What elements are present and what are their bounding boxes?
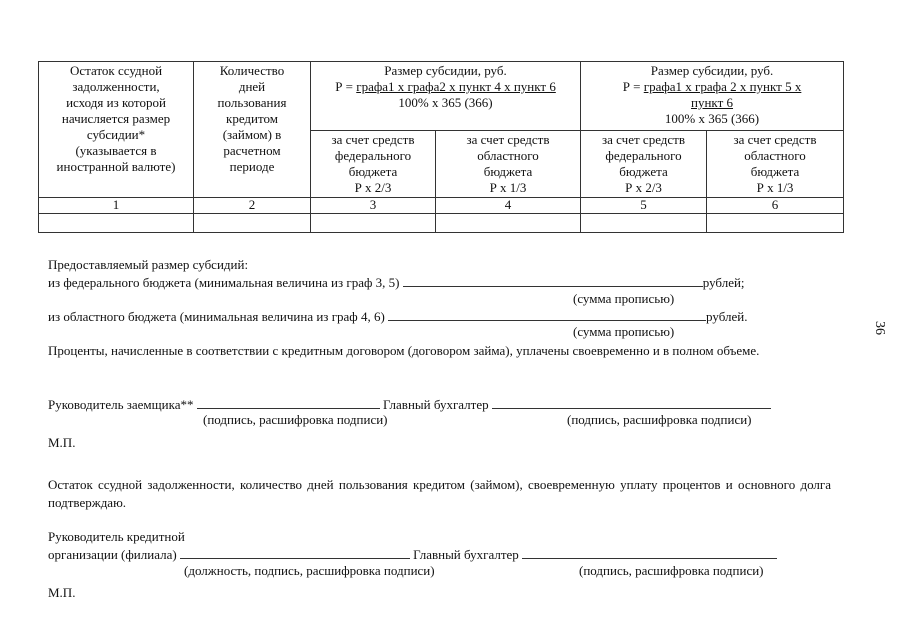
- federal-amount-hint: (сумма прописью): [573, 291, 675, 306]
- data-cell[interactable]: [311, 214, 436, 233]
- federal-amount-suffix: рублей;: [702, 275, 745, 290]
- header-regional-2: за счет средств областного бюджета Р х 1/3: [707, 131, 844, 198]
- borrower-accountant-label: Главный бухгалтер: [383, 397, 489, 412]
- borrower-head-label: Руководитель заемщика**: [48, 397, 194, 412]
- page-number: 36: [872, 321, 887, 335]
- header-regional-1: за счет средств областного бюджета Р х 1/3: [436, 131, 581, 198]
- col-number: 2: [194, 198, 311, 214]
- borrower-signature-line: [48, 396, 771, 413]
- regional-amount-label: из областного бюджета (минимальная величина из граф 4, 6): [48, 309, 385, 324]
- bank-signature-line: [48, 546, 777, 563]
- federal-amount-line: [48, 274, 745, 291]
- federal-amount-field[interactable]: [403, 274, 703, 287]
- regional-amount-hint: (сумма прописью): [573, 324, 675, 339]
- data-cell[interactable]: [707, 214, 844, 233]
- header-credit-days: Количество дней пользования кредитом (займом) в расчетном периоде: [194, 62, 311, 198]
- borrower-accountant-hint: (подпись, расшифровка подписи): [567, 412, 752, 427]
- bank-accountant-signature-field[interactable]: [522, 546, 777, 559]
- header-federal-1: за счет средств федерального бюджета Р х 2/3: [311, 131, 436, 198]
- header-loan-balance: Остаток ссудной задолженности, исходя из которой начисляется размер субсидии* (указывается в иностранной валюте): [39, 62, 194, 198]
- borrower-head-signature-field[interactable]: [197, 396, 380, 409]
- header-subsidy-group-1: Размер субсидии, руб. Р = графа1 х графа2 х пункт 4 х пункт 6 100% х 365 (366): [311, 62, 581, 131]
- header-subsidy-group-2: Размер субсидии, руб. Р = графа1 х графа 2 х пункт 5 х пункт 6 100% х 365 (366): [581, 62, 844, 131]
- data-cell[interactable]: [194, 214, 311, 233]
- data-cell[interactable]: [39, 214, 194, 233]
- column-number-row: [39, 198, 844, 214]
- col-number: 6: [707, 198, 844, 214]
- regional-amount-line: [48, 308, 747, 325]
- borrower-seal: М.П.: [48, 435, 76, 450]
- bank-head-label-2: организации (филиала): [48, 547, 177, 562]
- borrower-head-hint: (подпись, расшифровка подписи): [203, 412, 388, 427]
- regional-amount-suffix: рублей.: [706, 309, 748, 324]
- provided-heading: Предоставляемый размер субсидий:: [48, 257, 249, 272]
- header-federal-2: за счет средств федерального бюджета Р х 2/3: [581, 131, 707, 198]
- federal-amount-label: из федерального бюджета (минимальная величина из граф 3, 5): [48, 275, 400, 290]
- bank-seal: М.П.: [48, 585, 76, 600]
- col-number: 5: [581, 198, 707, 214]
- col-number: 1: [39, 198, 194, 214]
- col-number: 4: [436, 198, 581, 214]
- bank-head-hint: (должность, подпись, расшифровка подписи): [184, 563, 435, 578]
- bank-head-signature-field[interactable]: [180, 546, 410, 559]
- interest-statement: Проценты, начисленные в соответствии с кредитным договором (договором займа), уплачены своевременно и в полном объеме.: [48, 343, 760, 358]
- data-cell[interactable]: [581, 214, 707, 233]
- bank-accountant-hint: (подпись, расшифровка подписи): [579, 563, 764, 578]
- bank-head-label-1: Руководитель кредитной: [48, 529, 185, 544]
- subsidy-table: [38, 61, 844, 233]
- data-row: [39, 214, 844, 233]
- data-cell[interactable]: [436, 214, 581, 233]
- bank-accountant-label: Главный бухгалтер: [413, 547, 519, 562]
- borrower-accountant-signature-field[interactable]: [492, 396, 771, 409]
- regional-amount-field[interactable]: [388, 308, 706, 321]
- confirm-statement: Остаток ссудной задолженности, количество дней пользования кредитом (займом), своевременную уплату процентов и основного долга подтверждаю.: [48, 477, 831, 510]
- col-number: 3: [311, 198, 436, 214]
